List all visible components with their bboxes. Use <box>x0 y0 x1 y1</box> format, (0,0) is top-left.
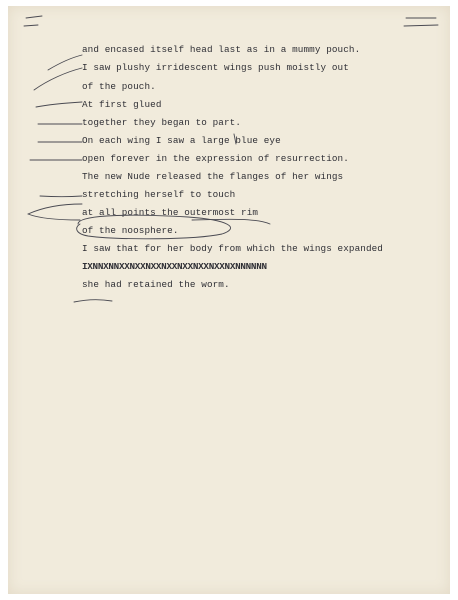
typed-line: she had retained the worm. <box>82 279 230 290</box>
typed-line: I saw that for her body from which the wings expanded <box>82 243 383 254</box>
typed-line: and encased itself head last as in a mummy pouch. <box>82 44 361 55</box>
typed-line: together they began to part. <box>82 117 242 128</box>
typescript-page <box>8 6 450 594</box>
typed-line: at all points the outermost rim <box>82 207 259 218</box>
typed-line: of the noosphere. <box>82 225 179 236</box>
typed-line: of the pouch. <box>82 81 156 92</box>
typed-line: At first glued <box>82 99 162 110</box>
struck-out-line: IXNNXNNXXNXXNXXNXXNXXNXXNXXNXNNNNNN <box>82 261 267 272</box>
typed-line: On each wing I saw a large blue eye <box>82 135 281 146</box>
typed-text-block <box>8 6 450 594</box>
typed-line: open forever in the expression of resurrection. <box>82 153 349 164</box>
typed-line: stretching herself to touch <box>82 189 236 200</box>
typed-line: The new Nude released the flanges of her wings <box>82 171 344 182</box>
typed-line: I saw plushy irridescent wings push moistly out <box>82 62 349 73</box>
